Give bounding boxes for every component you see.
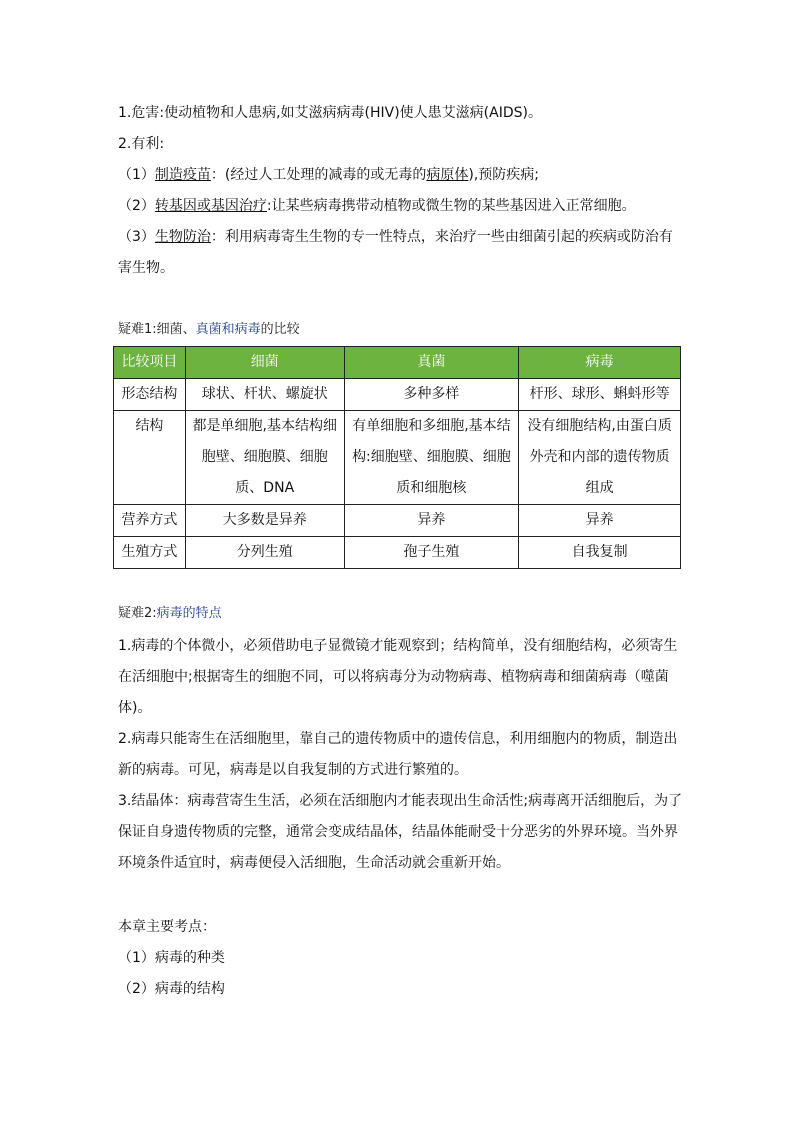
heading-highlight: 真菌和病毒: [195, 322, 261, 337]
item-text: :让某些病毒携带动植物或微生物的某些基因进入正常细胞。: [266, 198, 636, 214]
chapter-item-2: （2）病毒的结构: [118, 981, 225, 997]
table-row: [114, 537, 681, 569]
table-cell: 多种多样: [344, 379, 519, 411]
benefit-title: 2.有利:: [118, 136, 165, 152]
benefit-item-2: [118, 191, 636, 222]
table-cell: 都是单细胞,基本结构细胞壁、细胞膜、细胞质、DNA: [185, 411, 344, 505]
point-1: 1.病毒的个体微小，必须借助电子显微镜才能观察到；结构简单，没有细胞结构，必须寄生在活细胞中;根据寄生的细胞不同，可以将病毒分为动物病毒、植物病毒和细菌病毒（噬菌体)。: [118, 638, 678, 716]
item-prefix: （3）: [118, 229, 155, 245]
table-cell: 结构: [114, 411, 186, 505]
benefit-item-3: [118, 222, 684, 284]
item-text: ),预防疾病;: [468, 167, 540, 183]
benefit-item-1: [118, 160, 539, 191]
table-cell: 杆形、球形、蝌蚪形等: [519, 379, 681, 411]
heading-label: 疑难1:细菌、: [118, 322, 196, 337]
table-cell: 分列生殖: [185, 537, 344, 569]
chapter-title: 本章主要考点：: [118, 919, 216, 935]
table-cell: 没有细胞结构,由蛋白质外壳和内部的遗传物质组成: [519, 411, 681, 505]
comparison-table: [113, 346, 681, 569]
item-prefix: （1）: [118, 167, 155, 183]
difficulty2-heading: [118, 604, 222, 624]
table-header-cell: 比较项目: [114, 347, 186, 379]
table-cell: 异养: [344, 505, 519, 537]
item-term: 病原体: [426, 167, 469, 183]
table-cell: 大多数是异养: [185, 505, 344, 537]
table-cell: 球状、杆状、螺旋状: [185, 379, 344, 411]
chapter-item-1: （1）病毒的种类: [118, 950, 225, 966]
table-header-cell: 真菌: [344, 347, 519, 379]
heading-highlight: 病毒的特点: [156, 606, 222, 621]
harm-paragraph: 1.危害:使动植物和人患病,如艾滋病病毒(HIV)使人患艾滋病(AIDS)。: [118, 105, 542, 121]
table-cell: 生殖方式: [114, 537, 186, 569]
table-cell: 孢子生殖: [344, 537, 519, 569]
point-3: 3.结晶体：病毒营寄生生活，必须在活细胞内才能表现出生命活性;病毒离开活细胞后，为了保证自身遗传物质的完整，通常会变成结晶体，结晶体能耐受十分恶劣的外界环境。当外界环境条件适宜时，病毒便侵入活细胞，生命活动就会重新开始。: [118, 793, 683, 871]
heading-tail: 的比较: [260, 322, 300, 337]
item-term: 生物防治: [154, 229, 211, 245]
table-header-cell: 病毒: [519, 347, 681, 379]
table-row: [114, 379, 681, 411]
table-cell: 形态结构: [114, 379, 186, 411]
table-cell: 自我复制: [519, 537, 681, 569]
item-term: 制造疫苗: [154, 167, 211, 183]
item-text: ：利用病毒寄生生物的专一性特点，来治疗一些由细菌引起的疾病或防治有害生物。: [118, 229, 673, 276]
point-2: 2.病毒只能寄生在活细胞里，靠自己的遗传物质中的遗传信息，利用细胞内的物质，制造出新的病毒。可见，病毒是以自我复制的方式进行繁殖的。: [118, 731, 678, 778]
table-cell: 营养方式: [114, 505, 186, 537]
table-row: [114, 505, 681, 537]
table-row: [114, 411, 681, 505]
table-header-cell: 细菌: [185, 347, 344, 379]
difficulty1-heading: [118, 320, 300, 340]
table-cell: 有单细胞和多细胞,基本结构:细胞壁、细胞膜、细胞质和细胞核: [344, 411, 519, 505]
item-text: ：(经过人工处理的减毒的或无毒的: [210, 167, 427, 183]
item-term: 转基因或基因治疗: [154, 198, 267, 214]
item-prefix: （2）: [118, 198, 155, 214]
table-header-row: [114, 347, 681, 379]
heading-label: 疑难2:: [118, 606, 157, 621]
table-cell: 异养: [519, 505, 681, 537]
